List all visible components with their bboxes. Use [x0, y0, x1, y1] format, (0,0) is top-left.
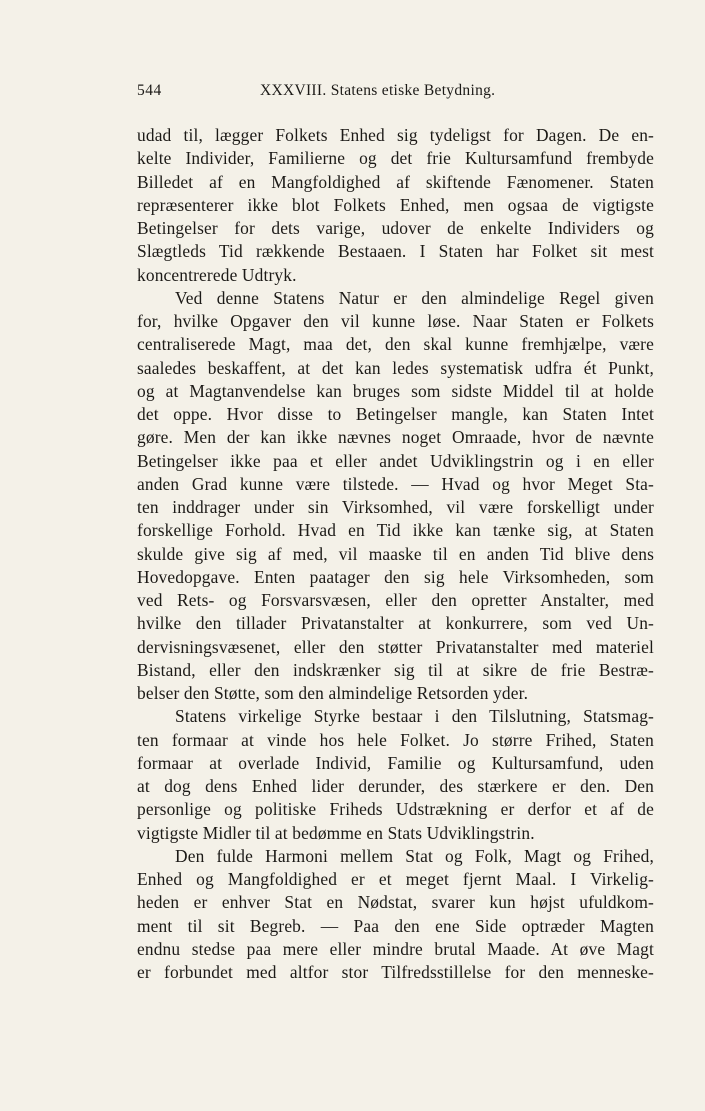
body-text	[137, 124, 654, 984]
page-number: 544	[137, 82, 162, 99]
page-header	[137, 82, 654, 104]
paragraph-2	[137, 287, 654, 706]
text-line: ved Rets- og Forsvarsvæsen, eller den opretter Anstalter, med	[137, 590, 654, 610]
text-line: formaar at overlade Individ, Familie og Kultursamfund, uden	[137, 752, 654, 773]
paragraph-3	[137, 705, 654, 845]
text-line: Ved denne Statens Natur er den almindelige Regel given	[175, 287, 654, 308]
text-line: kelte Individer, Familierne og det frie Kultursamfund frembyde	[137, 148, 654, 169]
paragraph-1	[137, 124, 654, 287]
text-line: personlige og politiske Friheds Udstrækning er derfor et af de	[137, 799, 654, 820]
text-line: ten inddrager under sin Virksomhed, vil være forskelligt under	[137, 497, 654, 517]
text-line: Betingelser ikke paa et eller andet Udviklingstrin og i en eller	[137, 450, 654, 471]
text-line: belser den Støtte, som den almindelige Retsorden yder.	[137, 683, 529, 703]
text-line: endnu stedse paa mere eller mindre brutal Maade. At øve Magt	[137, 938, 654, 959]
text-line: udad til, lægger Folkets Enhed sig tydeligst for Dagen. De en-	[137, 125, 654, 145]
text-line: centraliserede Magt, maa det, den skal kunne fremhjælpe, være	[137, 334, 654, 355]
text-line: koncentrerede Udtryk.	[137, 264, 297, 285]
text-line: Bistand, eller den indskrænker sig til at sikre de frie Bestræ-	[137, 659, 654, 680]
paragraph-4	[137, 845, 654, 985]
text-line: er forbundet med altfor stor Tilfredsstillelse for den menneske-	[137, 962, 654, 982]
text-line: anden Grad kunne være tilstede. — Hvad og hvor Meget Sta-	[137, 473, 654, 494]
text-line: saaledes beskaffent, at det kan ledes systematisk udfra ét Punkt,	[137, 357, 654, 378]
text-line: Den fulde Harmoni mellem Stat og Folk, Magt og Frihed,	[175, 845, 654, 866]
text-line: forskellige Forhold. Hvad en Tid ikke kan tænke sig, at Staten	[137, 520, 654, 541]
text-line: skulde give sig af med, vil maaske til en anden Tid blive dens	[137, 543, 654, 564]
text-line: gøre. Men der kan ikke nævnes noget Omraade, hvor de nævnte	[137, 427, 654, 448]
text-line: Betingelser for dets varige, udover de enkelte Individers og	[137, 218, 654, 238]
text-line: det oppe. Hvor disse to Betingelser mangle, kan Staten Intet	[137, 404, 654, 424]
text-line: Slægtleds Tid rækkende Bestaaen. I Staten har Folket sit mest	[137, 241, 654, 262]
text-line: Billedet af en Mangfoldighed af skiftende Fænomener. Staten	[137, 171, 654, 192]
text-line: at dog dens Enhed lider derunder, des stærkere er den. Den	[137, 776, 654, 796]
text-line: Hovedopgave. Enten paatager den sig hele Virksomheden, som	[137, 566, 654, 587]
text-line: ten formaar at vinde hos hele Folket. Jo større Frihed, Staten	[137, 729, 654, 750]
text-line: hvilke den tillader Privatanstalter at konkurrere, som ved Un-	[137, 613, 654, 634]
text-line: repræsenterer ikke blot Folkets Enhed, men ogsaa de vigtigste	[137, 194, 654, 215]
text-line: ment til sit Begreb. — Paa den ene Side optræder Magten	[137, 915, 654, 936]
text-line: Enhed og Mangfoldighed er et meget fjernt Maal. I Virkelig-	[137, 869, 654, 889]
text-line: for, hvilke Opgaver den vil kunne løse. Naar Staten er Folkets	[137, 311, 654, 331]
text-line: dervisningsvæsenet, eller den støtter Privatanstalter med materiel	[137, 636, 654, 657]
text-line: vigtigste Midler til at bedømme en Stats Udviklingstrin.	[137, 822, 535, 843]
text-line: Statens virkelige Styrke bestaar i den Tilslutning, Statsmag-	[175, 706, 654, 727]
running-title: XXXVIII. Statens etiske Betydning.	[260, 82, 496, 99]
text-line: og at Magtanvendelse kan bruges som sidste Middel til at holde	[137, 380, 654, 401]
text-line: heden er enhver Stat en Nødstat, svarer kun højst ufuldkom-	[137, 892, 654, 913]
